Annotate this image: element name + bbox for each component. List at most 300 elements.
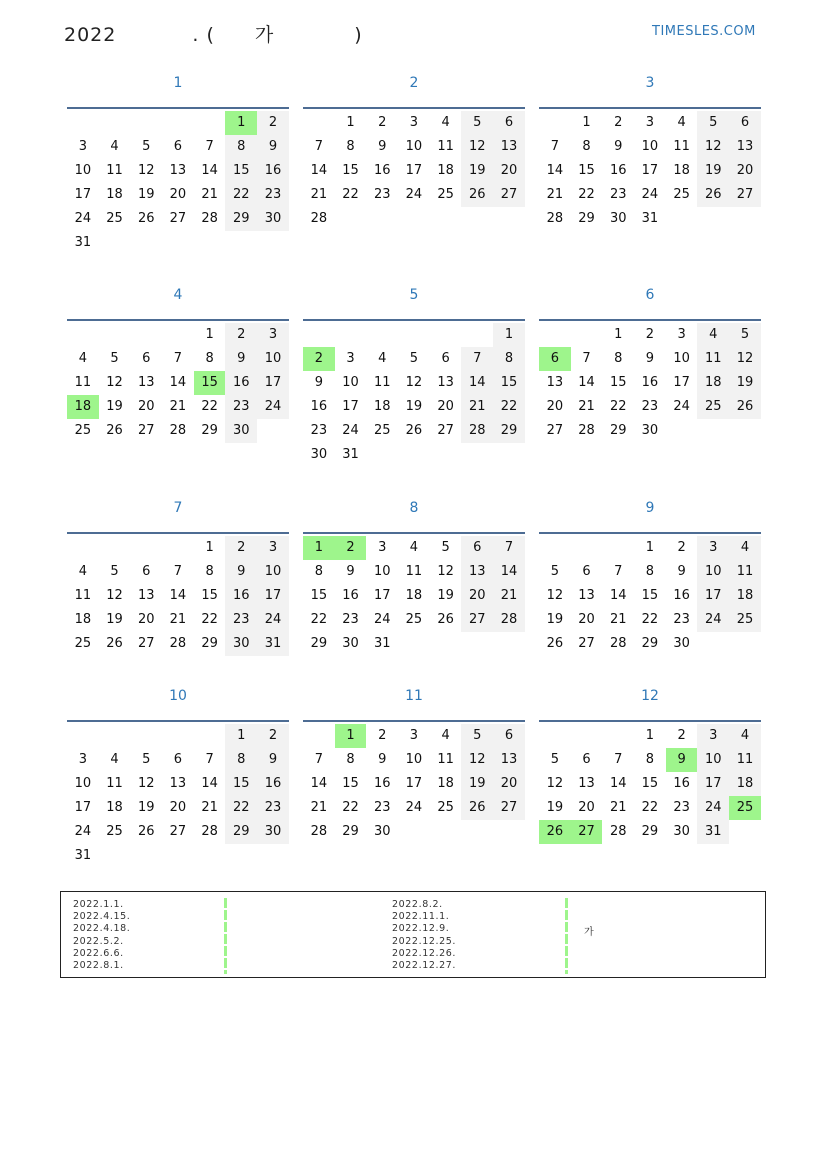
day-cell: 15 [609,375,627,390]
empty-cell [366,323,398,347]
month-name: 12 [641,688,659,704]
day-grid [539,536,761,656]
day-cell: 20 [578,800,595,815]
empty-cell [539,323,571,347]
day-cell: 4 [729,724,761,748]
day-cell: 1 [225,111,257,135]
day-cell: 21 [310,800,328,815]
day-cell: 16 [373,163,391,178]
day-cell: 14 [201,163,218,178]
day-cell: 25 [673,187,690,202]
day-cell: 3 [697,536,729,560]
day-cell: 13 [437,375,454,390]
day-cell: 17 [74,187,92,202]
empty-cell [67,323,99,347]
brand-logo-text[interactable]: TIMESLES.COM [652,24,756,39]
day-cell: 17 [257,584,289,608]
day-cell: 22 [609,399,627,414]
day-cell: 19 [546,612,564,627]
day-cell: 2 [677,728,686,743]
day-cell: 4 [677,115,686,130]
empty-cell [461,323,493,347]
day-cell: 30 [310,447,328,462]
month-name: 10 [169,688,187,704]
day-cell: 2 [257,724,289,748]
day-cell: 31 [257,632,289,656]
day-cell: 25 [729,796,761,820]
day-cell: 18 [729,772,761,796]
day-cell: 30 [609,211,627,226]
day-grid [67,111,289,255]
day-cell: 11 [673,139,690,154]
day-cell: 13 [137,588,155,603]
day-cell: 29 [493,419,525,443]
day-cell: 29 [641,636,659,651]
month-calendar [539,686,761,844]
month-name: 3 [645,75,655,91]
day-cell: 15 [342,163,359,178]
day-cell: 16 [641,375,659,390]
day-cell: 16 [310,399,328,414]
day-cell: 12 [461,748,493,772]
day-cell: 5 [110,564,119,579]
day-cell: 10 [342,375,359,390]
empty-cell [194,111,226,135]
day-cell: 20 [578,612,595,627]
day-cell: 7 [205,139,214,154]
day-cell: 31 [373,636,391,651]
empty-cell [303,724,335,748]
day-cell: 7 [614,564,623,579]
day-cell: 18 [106,800,123,815]
day-cell: 25 [373,423,391,438]
day-cell: 26 [461,183,493,207]
day-cell: 3 [78,139,87,154]
title-dot-paren: . ( [192,24,215,46]
day-cell: 8 [205,351,214,366]
day-cell: 7 [173,351,183,366]
day-cell: 19 [697,159,729,183]
day-cell: 11 [405,564,423,579]
day-cell: 10 [673,351,690,366]
day-cell: 24 [342,423,359,438]
day-cell: 3 [346,351,355,366]
day-cell: 13 [137,375,155,390]
day-cell: 13 [461,560,493,584]
day-cell: 1 [303,536,335,560]
day-cell: 18 [106,187,123,202]
day-grid [303,323,525,467]
day-cell: 28 [609,824,627,839]
day-grid [539,724,761,844]
day-cell: 7 [205,752,214,767]
day-cell: 22 [493,395,525,419]
day-cell: 20 [461,584,493,608]
day-cell: 3 [677,327,686,342]
day-cell: 10 [257,560,289,584]
day-cell: 4 [409,540,419,555]
day-cell: 8 [205,564,214,579]
day-cell: 9 [314,375,323,390]
day-cell: 16 [673,776,690,791]
month-calendar [539,498,761,656]
day-cell: 2 [225,323,257,347]
day-cell: 15 [194,371,226,395]
day-cell: 31 [697,820,729,844]
day-cell: 20 [437,399,454,414]
day-cell: 6 [493,111,525,135]
day-cell: 27 [461,608,493,632]
day-cell: 26 [437,612,454,627]
day-cell: 26 [729,395,761,419]
day-cell: 18 [437,163,454,178]
day-cell: 18 [673,163,690,178]
day-cell: 28 [201,824,218,839]
day-cell: 27 [169,824,187,839]
day-cell: 27 [578,636,595,651]
day-cell: 23 [342,612,359,627]
day-cell: 18 [74,612,92,627]
day-cell: 28 [201,211,218,226]
day-cell: 12 [137,163,155,178]
day-cell: 9 [257,748,289,772]
day-cell: 24 [673,399,690,414]
empty-cell [335,323,367,347]
day-cell: 18 [697,371,729,395]
day-cell: 19 [137,800,155,815]
day-cell: 11 [106,163,123,178]
day-cell: 9 [614,139,623,154]
day-cell: 22 [641,800,659,815]
day-cell: 20 [729,159,761,183]
day-cell: 14 [609,776,627,791]
day-cell: 23 [225,608,257,632]
day-cell: 19 [461,159,493,183]
holiday-date: 2022.6.6. [73,947,124,959]
day-cell: 11 [697,347,729,371]
day-cell: 6 [539,347,571,371]
month-name: 11 [405,688,423,704]
day-cell: 16 [673,588,690,603]
day-cell: 2 [378,115,387,130]
day-cell: 3 [697,724,729,748]
day-cell: 12 [546,588,564,603]
day-cell: 24 [697,608,729,632]
day-cell: 30 [257,820,289,844]
day-cell: 3 [409,115,419,130]
day-cell: 12 [546,776,564,791]
day-cell: 9 [257,135,289,159]
title-year: 2022 [64,24,117,46]
day-cell: 7 [461,347,493,371]
day-cell: 13 [169,163,187,178]
day-cell: 1 [645,540,655,555]
day-cell: 15 [641,776,659,791]
day-cell: 25 [405,612,423,627]
day-cell: 16 [257,159,289,183]
day-cell: 31 [342,447,359,462]
day-cell: 30 [673,824,690,839]
day-cell: 28 [461,419,493,443]
day-cell: 28 [578,423,595,438]
month-rule [67,107,289,109]
page-title [64,20,363,47]
day-cell: 6 [142,351,151,366]
day-cell: 8 [645,752,655,767]
day-grid [67,323,289,443]
day-cell: 11 [729,748,761,772]
empty-cell [539,111,571,135]
day-grid [303,111,525,231]
day-cell: 13 [169,776,187,791]
day-cell: 21 [169,612,187,627]
day-cell: 3 [78,752,87,767]
day-cell: 5 [461,724,493,748]
month-rule [303,720,525,722]
day-cell: 31 [641,211,659,226]
day-cell: 17 [405,163,423,178]
day-cell: 26 [539,820,571,844]
empty-cell [67,111,99,135]
day-cell: 6 [729,111,761,135]
day-cell: 26 [137,211,155,226]
day-cell: 3 [378,540,387,555]
day-cell: 14 [493,560,525,584]
day-cell: 12 [137,776,155,791]
day-cell: 21 [609,800,627,815]
day-cell: 9 [225,347,257,371]
day-cell: 19 [106,399,123,414]
day-cell: 30 [342,636,359,651]
holiday-date: 2022.11.1. [392,911,450,923]
day-cell: 29 [225,820,257,844]
day-cell: 5 [441,540,450,555]
day-cell: 26 [461,796,493,820]
day-cell: 24 [373,612,391,627]
month-rule [303,319,525,321]
day-cell: 4 [110,139,119,154]
day-cell: 26 [405,423,423,438]
month-name: 4 [173,287,183,303]
day-cell: 12 [729,347,761,371]
day-cell: 21 [609,612,627,627]
empty-cell [67,724,99,748]
day-cell: 25 [74,636,92,651]
day-cell: 14 [310,163,328,178]
day-cell: 2 [614,115,623,130]
day-cell: 20 [493,159,525,183]
day-grid [539,323,761,443]
day-cell: 14 [461,371,493,395]
empty-cell [130,536,162,560]
day-cell: 30 [641,423,659,438]
empty-cell [99,111,131,135]
day-cell: 11 [437,139,454,154]
day-cell: 2 [257,111,289,135]
day-cell: 13 [546,375,564,390]
day-cell: 17 [641,163,659,178]
day-cell: 23 [609,187,627,202]
day-cell: 27 [169,211,187,226]
day-cell: 4 [378,351,387,366]
day-cell: 2 [645,327,655,342]
day-cell: 18 [437,776,454,791]
day-cell: 14 [169,588,187,603]
empty-cell [430,323,462,347]
day-cell: 3 [409,728,419,743]
title-close-paren: ) [354,24,363,46]
day-cell: 12 [461,135,493,159]
day-cell: 23 [641,399,659,414]
day-cell: 23 [373,187,391,202]
day-cell: 17 [342,399,359,414]
day-cell: 22 [641,612,659,627]
day-cell: 16 [342,588,359,603]
day-cell: 10 [74,776,92,791]
day-cell: 15 [493,371,525,395]
day-cell: 9 [666,748,698,772]
day-cell: 15 [225,772,257,796]
day-cell: 23 [373,800,391,815]
day-cell: 12 [405,375,423,390]
day-grid [67,724,289,868]
day-cell: 26 [106,423,123,438]
day-cell: 8 [582,139,591,154]
day-cell: 9 [645,351,655,366]
day-cell: 29 [641,824,659,839]
month-rule [303,107,525,109]
day-cell: 22 [310,612,328,627]
day-cell: 25 [74,423,92,438]
day-cell: 19 [461,772,493,796]
holiday-date: 2022.5.2. [73,935,124,947]
day-cell: 19 [137,187,155,202]
day-cell: 14 [609,588,627,603]
day-cell: 8 [225,748,257,772]
day-cell: 20 [493,772,525,796]
holiday-date: 2022.4.15. [73,911,131,923]
empty-cell [539,724,571,748]
day-cell: 27 [729,183,761,207]
day-cell: 26 [137,824,155,839]
day-cell: 11 [437,752,454,767]
month-calendar [67,285,289,443]
day-cell: 1 [205,327,214,342]
day-cell: 28 [546,211,564,226]
day-cell: 10 [405,139,423,154]
holiday-date: 2022.1.1. [73,899,124,910]
day-cell: 7 [582,351,591,366]
empty-cell [602,724,634,748]
empty-cell [571,724,603,748]
day-cell: 18 [67,395,99,419]
day-cell: 16 [225,371,257,395]
day-cell: 22 [201,399,218,414]
day-cell: 1 [225,724,257,748]
day-cell: 22 [225,796,257,820]
day-cell: 28 [493,608,525,632]
day-cell: 23 [673,800,690,815]
day-cell: 30 [373,824,391,839]
day-cell: 29 [225,207,257,231]
day-cell: 6 [493,724,525,748]
day-cell: 28 [169,636,187,651]
month-rule [67,319,289,321]
day-cell: 20 [169,800,187,815]
empty-cell [162,724,194,748]
day-cell: 1 [614,327,623,342]
empty-cell [162,111,194,135]
holiday-marker-bar-left [224,898,227,974]
day-cell: 28 [310,824,328,839]
day-cell: 11 [729,560,761,584]
holiday-note: 가 [584,927,594,938]
holiday-list-box [60,891,766,978]
day-cell: 30 [257,207,289,231]
day-grid [303,724,525,844]
holiday-list-right [392,899,456,972]
day-cell: 25 [437,800,454,815]
day-cell: 30 [225,419,257,443]
day-cell: 6 [173,752,183,767]
day-cell: 7 [493,536,525,560]
day-cell: 29 [201,636,218,651]
day-cell: 27 [137,636,155,651]
day-grid [539,111,761,231]
holiday-date: 2022.4.18. [73,923,131,935]
day-cell: 15 [225,159,257,183]
day-cell: 12 [437,564,454,579]
day-cell: 1 [205,540,214,555]
day-cell: 23 [673,612,690,627]
day-cell: 2 [677,540,686,555]
day-cell: 13 [578,588,595,603]
day-cell: 23 [310,423,328,438]
day-cell: 10 [641,139,659,154]
day-cell: 27 [493,796,525,820]
day-cell: 24 [257,395,289,419]
day-cell: 21 [169,399,187,414]
empty-cell [162,323,194,347]
day-cell: 13 [493,748,525,772]
day-cell: 14 [169,375,187,390]
day-cell: 5 [461,111,493,135]
title-korean-char: 가 [254,24,275,46]
day-cell: 8 [346,139,355,154]
empty-cell [539,536,571,560]
day-cell: 8 [225,135,257,159]
day-cell: 29 [609,423,627,438]
day-cell: 8 [346,752,355,767]
month-rule [67,532,289,534]
day-cell: 16 [225,584,257,608]
day-cell: 18 [405,588,423,603]
day-cell: 18 [373,399,391,414]
day-cell: 19 [106,612,123,627]
empty-cell [67,536,99,560]
day-cell: 6 [173,139,183,154]
day-cell: 11 [74,375,92,390]
day-cell: 12 [106,588,123,603]
day-cell: 17 [257,371,289,395]
day-cell: 5 [550,564,559,579]
month-calendar [67,73,289,255]
day-cell: 17 [373,588,391,603]
day-cell: 8 [614,351,623,366]
day-cell: 26 [697,183,729,207]
day-cell: 10 [373,564,391,579]
day-cell: 4 [441,728,450,743]
